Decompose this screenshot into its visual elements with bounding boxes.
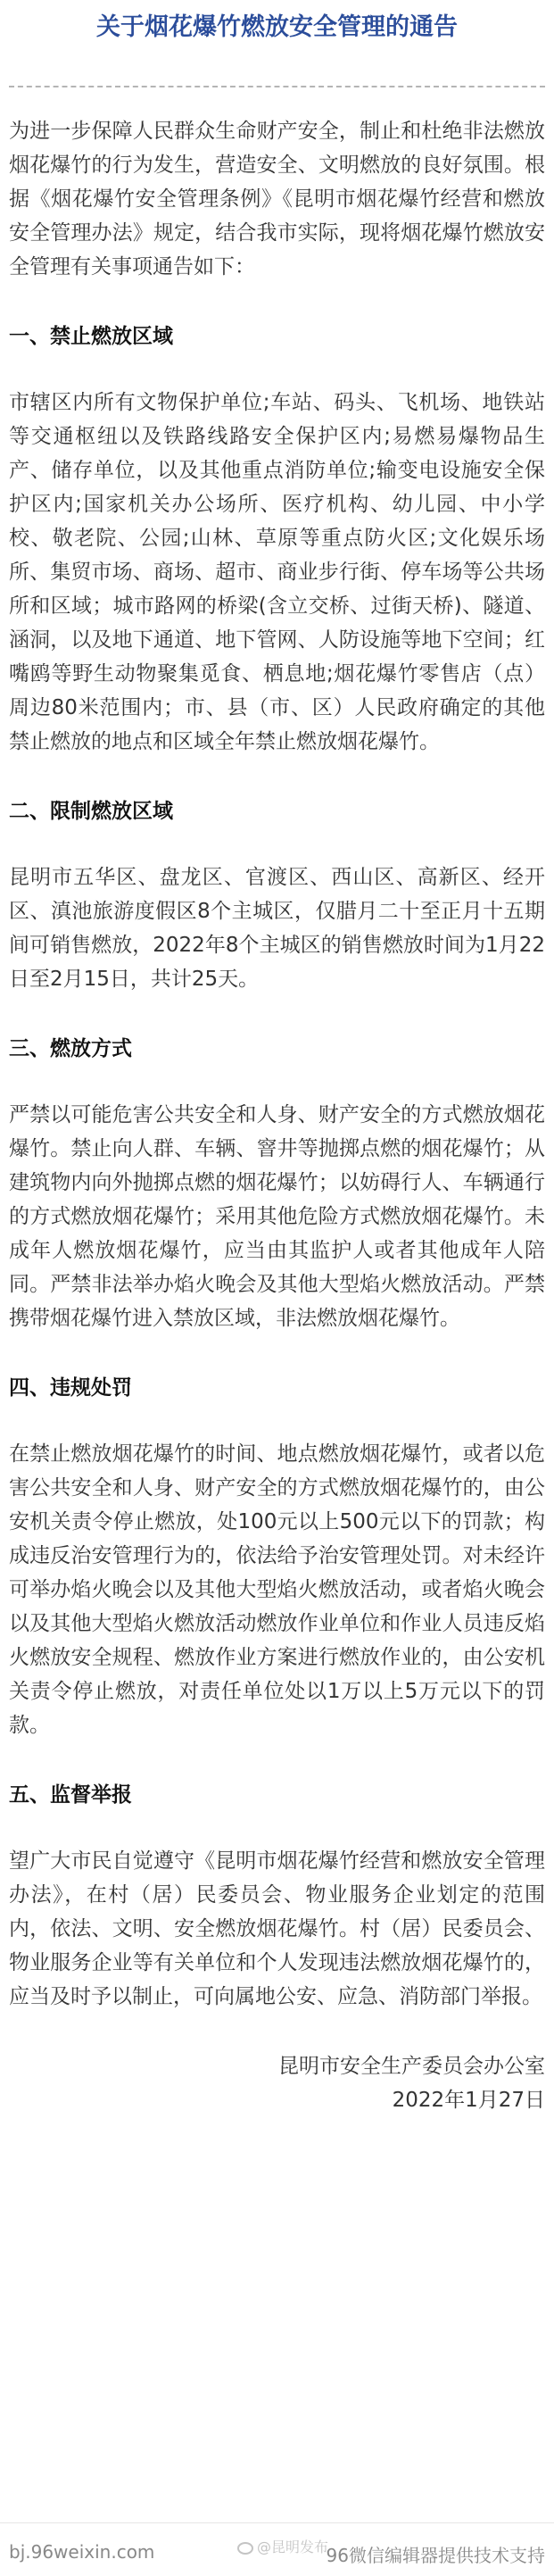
section-body-penalties: 在禁止燃放烟花爆竹的时间、地点燃放烟花爆竹，或者以危害公共安全和人身、财产安全的方式燃放烟花爆竹的，由公安机关责令停止燃放，处100元以上500元以下的罚款；构成违反治安管理行为的，依法给予治安管理处罚。对未经许可举办焰火晚会以及其他大型焰火燃放活动，或者焰火晚会以及其他大型焰火燃放活动燃放作业单位和作业人员违反焰火燃放安全规程、燃放作业方案进行燃放作业的，由公安机关责令停止燃放，对责任单位处以1万以上5万元以下的罚款。: [9, 1442, 545, 1737]
section-body-supervision: 望广大市民自觉遵守《昆明市烟花爆竹经营和燃放安全管理办法》，在村（居）民委员会、物业服务企业划定的范围内，依法、文明、安全燃放烟花爆竹。村（居）民委员会、物业服务企业等有关单位和个人发现违法燃放烟花爆竹的，应当及时予以制止，可向属地公安、应急、消防部门举报。: [9, 1849, 545, 2008]
section-heading-restricted-areas: 二、限制燃放区域: [9, 800, 173, 823]
weibo-watermark: [237, 2536, 328, 2556]
section-body-prohibited-areas: 市辖区内所有文物保护单位;车站、码头、飞机场、地铁站等交通枢纽以及铁路线路安全保护区内;易燃易爆物品生产、储存单位，以及其他重点消防单位;输变电设施安全保护区内;国家机关办公场所、医疗机构、幼儿园、中小学校、敬老院、公园;山林、草原等重点防火区;文化娱乐场所、集贸市场、商场、超市、商业步行街、停车场等公共场所和区域；城市路网的桥梁(含立交桥、过街天桥)、隧道、涵洞，以及地下通道、地下管网、人防设施等地下空间；红嘴鸥等野生动物聚集觅食、栖息地;烟花爆竹零售店（点）周边80米范围内；市、县（市、区）人民政府确定的其他禁止燃放的地点和区域全年禁止燃放烟花爆竹。: [9, 391, 545, 753]
page-title: 关于烟花爆竹燃放安全管理的通告: [96, 13, 458, 41]
section-heading-penalties: 四、违规处罚: [9, 1376, 132, 1400]
footer-bar: [0, 2522, 554, 2576]
watermark-text: @昆明发布: [257, 2539, 329, 2555]
section-heading-firing-method: 三、燃放方式: [9, 1037, 132, 1060]
title-divider: [9, 86, 545, 87]
section-body-restricted-areas: 昆明市五华区、盘龙区、官渡区、西山区、高新区、经开区、滇池旅游度假区8个主城区，仅腊月二十至正月十五期间可销售燃放，2022年8个主城区的销售燃放时间为1月22日至2月15日，共计25天。: [9, 866, 545, 991]
notice-body: [9, 114, 545, 2117]
issuer-signature: 昆明市安全生产委员会办公室: [278, 2055, 545, 2078]
section-heading-supervision: 五、监督举报: [9, 1783, 132, 1807]
intro-paragraph: 为进一步保障人民群众生命财产安全，制止和杜绝非法燃放烟花爆竹的行为发生，营造安全、文明燃放的良好氛围。根据《烟花爆竹安全管理条例》《昆明市烟花爆竹经营和燃放安全管理办法》规定，结合我市实际，现将烟花爆竹燃放安全管理有关事项通告如下：: [9, 120, 545, 278]
footer-credit: 96微信编辑器提供技术支持: [326, 2545, 545, 2566]
footer-source-link[interactable]: bj.96weixin.com: [9, 2541, 155, 2563]
section-body-firing-method: 严禁以可能危害公共安全和人身、财产安全的方式燃放烟花爆竹。禁止向人群、车辆、窨井等抛掷点燃的烟花爆竹；从建筑物内向外抛掷点燃的烟花爆竹；以妨碍行人、车辆通行的方式燃放烟花爆竹；采用其他危险方式燃放烟花爆竹。未成年人燃放烟花爆竹，应当由其监护人或者其他成年人陪同。严禁非法举办焰火晚会及其他大型焰火燃放活动。严禁携带烟花爆竹进入禁放区域，非法燃放烟花爆竹。: [9, 1103, 545, 1330]
weibo-icon: [237, 2542, 253, 2555]
issue-date: 2022年1月27日: [392, 2089, 545, 2112]
section-heading-prohibited-areas: 一、禁止燃放区域: [9, 325, 173, 348]
